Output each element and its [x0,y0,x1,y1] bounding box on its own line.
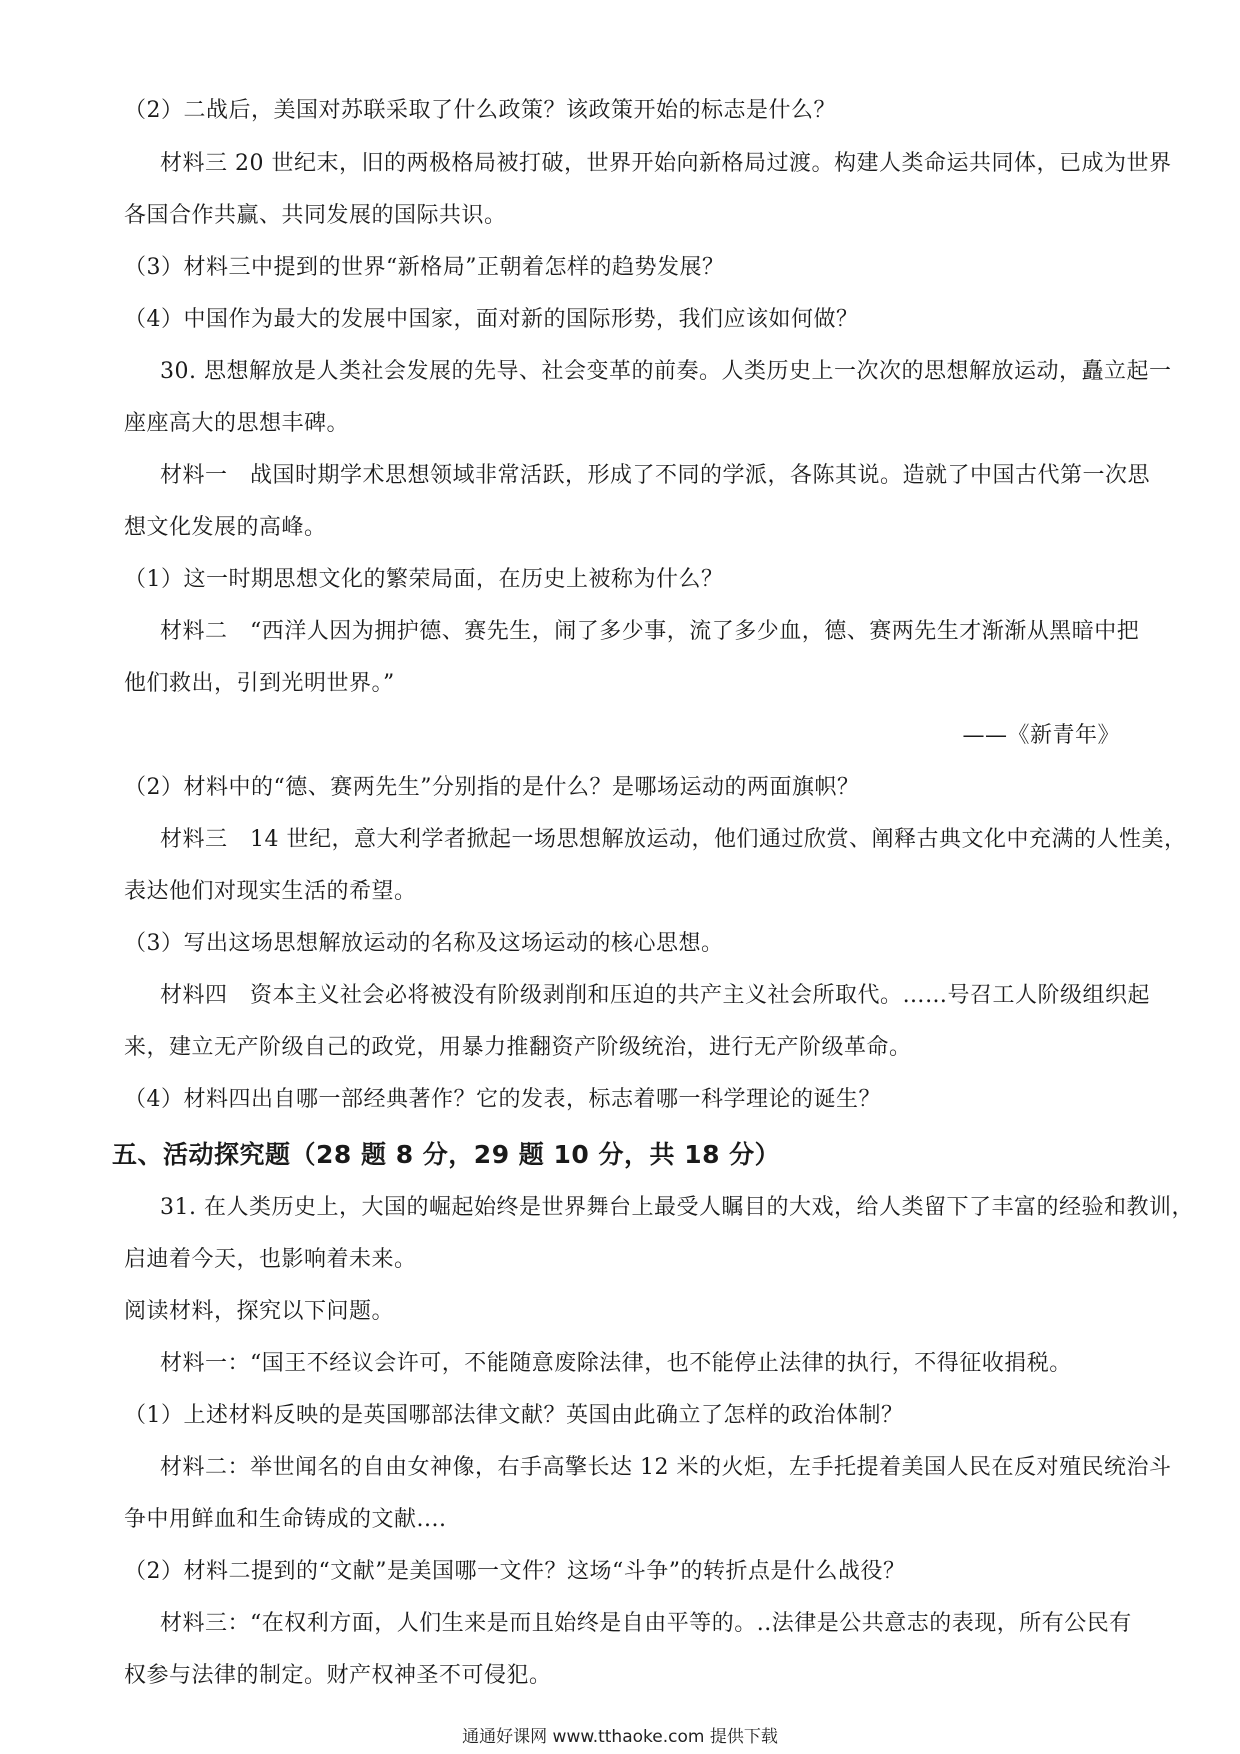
section-heading: 五、活动探究题（28 题 8 分，29 题 10 分，共 18 分） [112,1140,781,1169]
question-31-stem-line-1: 31. 在人类历史上，大国的崛起始终是世界舞台上最受人瞩目的大戏，给人类留下了丰富的经验和教训， [160,1195,1194,1220]
question-30-3: （3）写出这场思想解放运动的名称及这场运动的核心思想。 [124,931,724,956]
question-30-2: （2）材料中的“德、赛两先生”分别指的是什么？是哪场运动的两面旗帜？ [124,775,860,800]
question-31-stem-line-2: 启迪着今天，也影响着未来。 [124,1247,417,1272]
q30-material-2-line-1: 材料二 “西洋人因为拥护德、赛先生，闹了多少事，流了多少血，德、赛两先生才渐渐从黑暗中把 [160,619,1140,644]
q30-material-3-line-1: 材料三 14 世纪，意大利学者掀起一场思想解放运动，他们通过欣赏、阐释古典文化中充满的人性美， [160,827,1187,852]
q31-material-3-line-1: 材料三：“在权利方面，人们生来是而且始终是自由平等的。..法律是公共意志的表现，所有公民有 [160,1611,1132,1636]
material-3-line-1: 材料三 20 世纪末，旧的两极格局被打破，世界开始向新格局过渡。构建人类命运共同体，已成为世界 [160,151,1172,176]
instruction-line: 阅读材料，探究以下问题。 [124,1299,395,1324]
question-31-1: （1）上述材料反映的是英国哪部法律文献？英国由此确立了怎样的政治体制？ [124,1403,904,1428]
q30-material-4-line-1: 材料四 资本主义社会必将被没有阶级剥削和压迫的共产主义社会所取代。……号召工人阶级组织起 [160,983,1151,1008]
question-30-stem-line-1: 30. 思想解放是人类社会发展的先导、社会变革的前奏。人类历史上一次次的思想解放运动，矗立起一 [160,359,1172,384]
q30-material-4-line-2: 来，建立无产阶级自己的政党，用暴力推翻资产阶级统治，进行无产阶级革命。 [124,1035,912,1060]
q30-material-1-line-2: 想文化发展的高峰。 [124,515,327,540]
q31-material-1: 材料一：“国王不经议会许可，不能随意废除法律，也不能停止法律的执行，不得征收捐税。 [160,1351,1072,1376]
q31-material-2-line-2: 争中用鲜血和生命铸成的文献.... [124,1507,447,1532]
q30-material-2-source: ——《新青年》 [962,723,1120,748]
question-30-4: （4）材料四出自哪一部经典著作？它的发表，标志着哪一科学理论的诞生？ [124,1087,881,1112]
q30-material-2-line-2: 他们救出，引到光明世界。” [124,671,395,696]
q30-material-1-line-1: 材料一 战国时期学术思想领域非常活跃，形成了不同的学派，各陈其说。造就了中国古代第一次思 [160,463,1151,488]
material-3-line-2: 各国合作共赢、共同发展的国际共识。 [124,203,507,228]
q30-material-3-line-2: 表达他们对现实生活的希望。 [124,879,417,904]
question-30-1: （1）这一时期思想文化的繁荣局面，在历史上被称为什么？ [124,567,724,592]
page-footer: 通通好课网 www.tthaoke.com 提供下载 [462,1727,778,1747]
q31-material-3-line-2: 权参与法律的制定。财产权神圣不可侵犯。 [124,1663,552,1688]
question-29-2: （2）二战后，美国对苏联采取了什么政策？该政策开始的标志是什么？ [124,98,836,123]
question-29-4: （4）中国作为最大的发展中国家，面对新的国际形势，我们应该如何做？ [124,307,859,332]
q31-material-2-line-1: 材料二：举世闻名的自由女神像，右手高擎长达 12 米的火炬，左手托提着美国人民在反对殖民统治斗 [160,1455,1172,1480]
question-31-2: （2）材料二提到的“文献”是美国哪一文件？这场“斗争”的转折点是什么战役？ [124,1559,906,1584]
question-29-3: （3）材料三中提到的世界“新格局”正朝着怎样的趋势发展？ [124,255,725,280]
question-30-stem-line-2: 座座高大的思想丰碑。 [124,411,350,436]
